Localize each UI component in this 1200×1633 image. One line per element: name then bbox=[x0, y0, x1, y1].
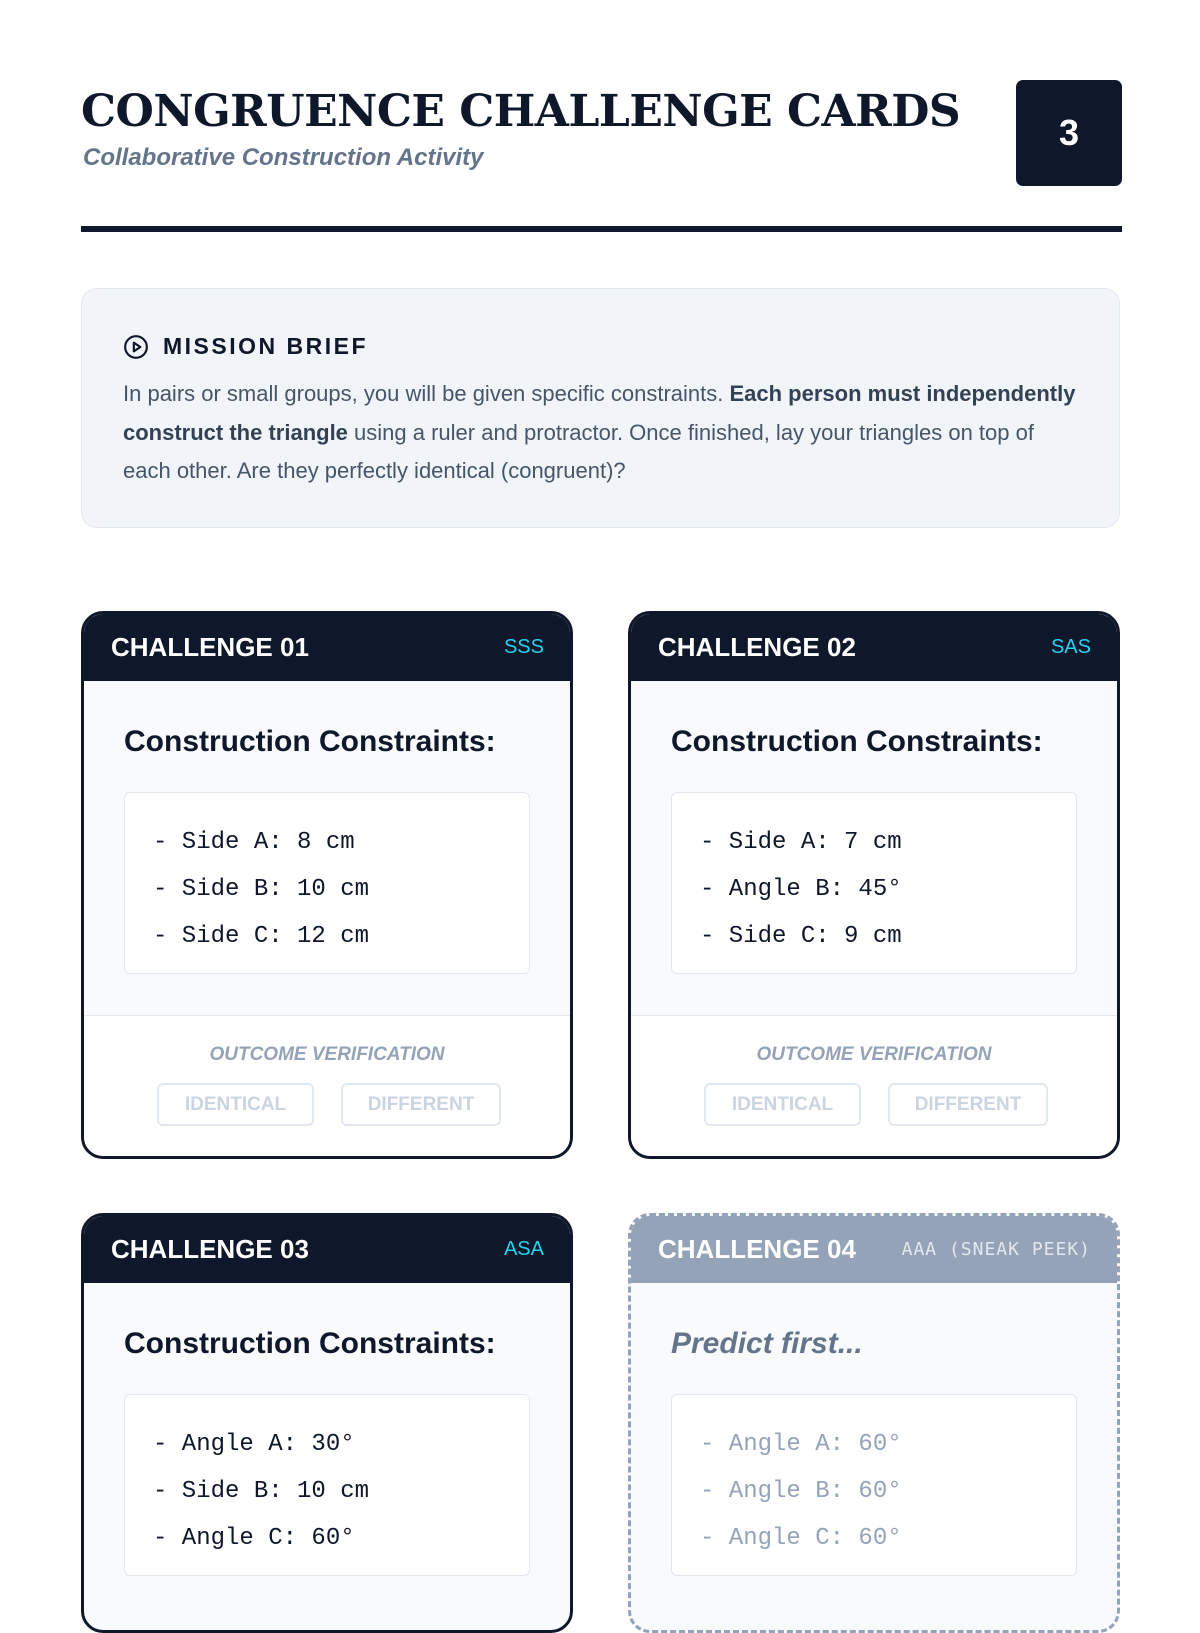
mission-brief-panel bbox=[81, 288, 1120, 528]
card-body bbox=[631, 681, 1117, 1015]
constraint-item: - Side A: 7 cm bbox=[700, 829, 902, 856]
prediction-heading: Predict first... bbox=[671, 1327, 863, 1360]
mission-brief-text bbox=[123, 375, 1083, 491]
mission-brief-title: MISSION BRIEF bbox=[163, 333, 369, 359]
constraints-heading: Construction Constraints: bbox=[124, 725, 496, 758]
challenge-card-02 bbox=[628, 611, 1120, 1159]
challenge-card-04 bbox=[628, 1213, 1120, 1633]
identical-button[interactable]: IDENTICAL bbox=[157, 1083, 314, 1126]
constraint-item: - Angle A: 30° bbox=[153, 1431, 355, 1458]
constraints-list bbox=[671, 792, 1077, 974]
card-title: CHALLENGE 01 bbox=[111, 632, 309, 662]
constraint-item: - Angle B: 60° bbox=[700, 1478, 902, 1505]
page-header bbox=[81, 80, 1122, 190]
identical-button[interactable]: IDENTICAL bbox=[704, 1083, 861, 1126]
card-header bbox=[631, 1216, 1117, 1283]
card-title: CHALLENGE 02 bbox=[658, 632, 856, 662]
page-title: CONGRUENCE CHALLENGE CARDS bbox=[81, 86, 961, 137]
different-button[interactable]: DIFFERENT bbox=[888, 1083, 1048, 1126]
different-button[interactable]: DIFFERENT bbox=[341, 1083, 501, 1126]
brief-text-part-2: using a ruler and protractor. Once finished, lay your triangles on top of each other. Are they perfectly identical (congruent)? bbox=[123, 419, 1034, 483]
header-divider bbox=[81, 226, 1122, 232]
card-title: CHALLENGE 04 bbox=[658, 1234, 856, 1264]
constraint-item: - Angle C: 60° bbox=[700, 1525, 902, 1552]
challenge-card-03 bbox=[81, 1213, 573, 1633]
mission-brief-header bbox=[123, 333, 368, 360]
constraint-item: - Angle A: 60° bbox=[700, 1431, 902, 1458]
card-title: CHALLENGE 03 bbox=[111, 1234, 309, 1264]
outcome-verification bbox=[84, 1015, 570, 1156]
card-header bbox=[84, 1216, 570, 1283]
challenge-card-01 bbox=[81, 611, 573, 1159]
constraint-item: - Angle C: 60° bbox=[153, 1525, 355, 1552]
card-body bbox=[84, 681, 570, 1015]
page-subtitle: Collaborative Construction Activity bbox=[83, 144, 484, 171]
constraints-heading: Construction Constraints: bbox=[124, 1327, 496, 1360]
brief-text-part-1: In pairs or small groups, you will be given specific constraints. bbox=[123, 381, 730, 406]
outcome-verification bbox=[631, 1015, 1117, 1156]
card-header bbox=[84, 614, 570, 681]
constraint-item: - Angle B: 45° bbox=[700, 876, 902, 903]
card-body bbox=[84, 1283, 570, 1617]
outcome-label: OUTCOME VERIFICATION bbox=[209, 1044, 445, 1065]
constraint-item: - Side B: 10 cm bbox=[153, 1478, 370, 1505]
congruence-rule-tag: ASA bbox=[503, 1238, 544, 1260]
constraint-item: - Side C: 9 cm bbox=[700, 923, 902, 950]
constraint-item: - Side B: 10 cm bbox=[153, 876, 370, 903]
congruence-rule-tag: AAA (SNEAK PEEK) bbox=[901, 1239, 1091, 1260]
congruence-rule-tag: SAS bbox=[1050, 636, 1091, 658]
outcome-label: OUTCOME VERIFICATION bbox=[756, 1044, 992, 1065]
constraints-list bbox=[671, 1394, 1077, 1576]
card-body bbox=[631, 1283, 1117, 1617]
brief-text-emphasis: Each person must independently construct the triangle bbox=[123, 381, 1076, 445]
constraint-item: - Side A: 8 cm bbox=[153, 829, 355, 856]
play-circle-icon bbox=[123, 334, 149, 360]
page-number-badge: 3 bbox=[1016, 80, 1122, 186]
congruence-rule-tag: SSS bbox=[503, 636, 544, 658]
constraints-list bbox=[124, 1394, 530, 1576]
card-header bbox=[631, 614, 1117, 681]
constraints-list bbox=[124, 792, 530, 974]
constraints-heading: Construction Constraints: bbox=[671, 725, 1043, 758]
constraint-item: - Side C: 12 cm bbox=[153, 923, 370, 950]
